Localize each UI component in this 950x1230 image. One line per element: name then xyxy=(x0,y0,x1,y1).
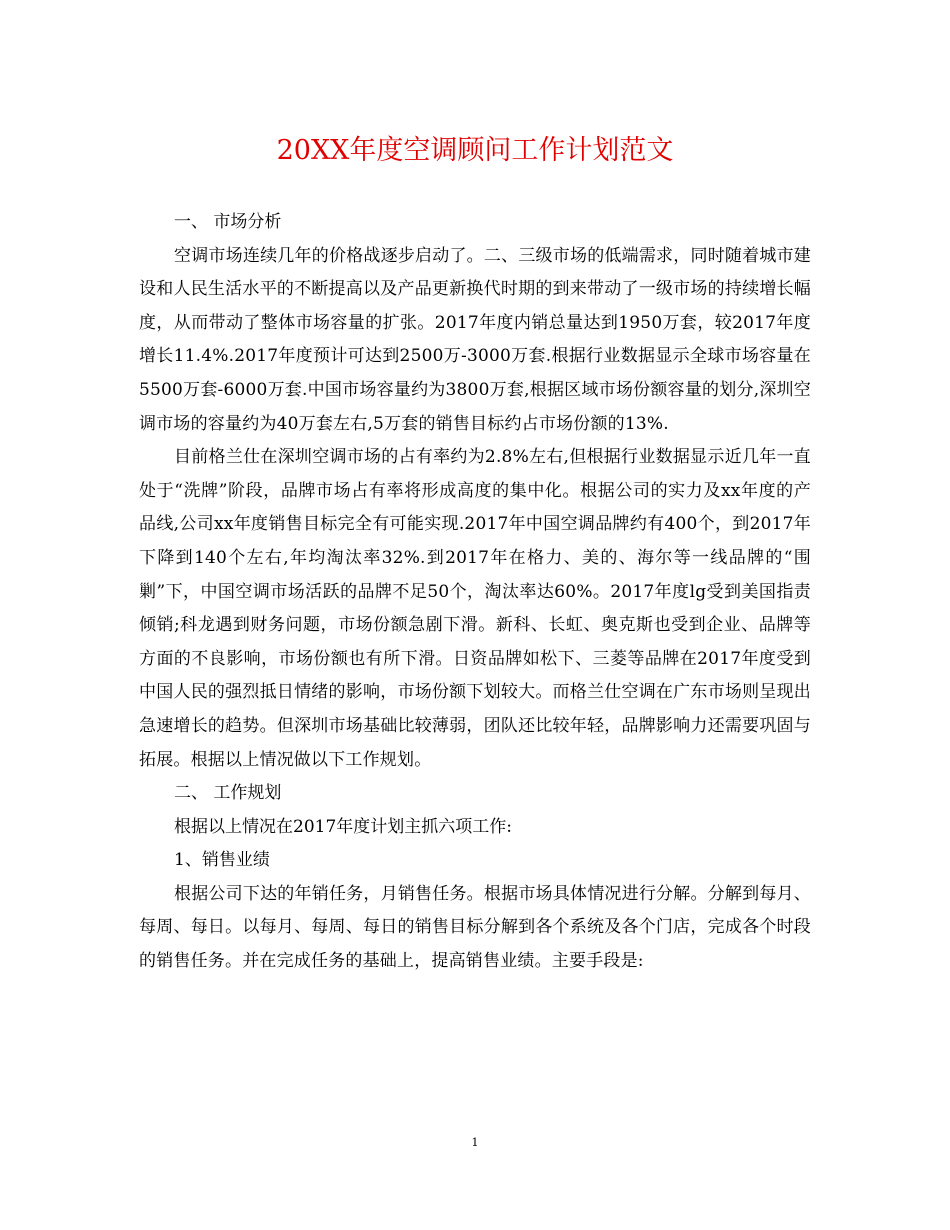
paragraph-brand-situation: 目前格兰仕在深圳空调市场的占有率约为2.8%左右,但根据行业数据显示近几年一直处于“洗牌”阶段，品牌市场占有率将形成高度的集中化。根据公司的实力及xx年度的产品线,公司xx年度销售目标完全有可能实现.2017年中国空调品牌约有400个，到2017年下降到140个左右,年均淘汰率32%.到2017年在格力、美的、海尔等一线品牌的“围剿”下，中国空调市场活跃的品牌不足50个，淘汰率达60%。2017年度lg受到美国指责倾销;科龙遇到财务问题，市场份额急剧下滑。新科、长虹、奥克斯也受到企业、品牌等方面的不良影响，市场份额也有所下滑。日资品牌如松下、三菱等品牌在2017年度受到中国人民的强烈抵日情绪的影响，市场份额下划较大。而格兰仕空调在广东市场则呈现出急速增长的趋势。但深圳市场基础比较薄弱，团队还比较年轻，品牌影响力还需要巩固与拓展。根据以上情况做以下工作规划。 xyxy=(139,447,811,770)
document-body xyxy=(139,206,811,979)
section-heading-work-plan: 二、 工作规划 xyxy=(174,783,282,804)
document-title: 20XX年度空调顾问工作计划范文 xyxy=(276,135,674,166)
paragraph-plan-intro: 根据以上情况在2017年度计划主抓六项工作: xyxy=(174,816,512,837)
paragraph-market-overview: 空调市场连续几年的价格战逐步启动了。二、三级市场的低端需求，同时随着城市建设和人民生活水平的不断提高以及产品更新换代时期的到来带动了一级市场的持续增长幅度，从而带动了整体市场容量的扩张。2017年度内销总量达到1950万套，较2017年度增长11.4%.2017年度预计可达到2500万-3000万套.根据行业数据显示全球市场容量在5500万套-6000万套.中国市场容量约为3800万套,根据区域市场份额容量的划分,深圳空调市场的容量约为40万套左右,5万套的销售目标约占市场份额的13%. xyxy=(139,245,811,434)
page-number: 1 xyxy=(471,1136,479,1149)
section-heading-market-analysis: 一、 市场分析 xyxy=(174,212,282,232)
paragraph-sales-targets: 根据公司下达的年销任务，月销售任务。根据市场具体情况进行分解。分解到每月、每周、每日。以每月、每周、每日的销售目标分解到各个系统及各个门店，完成各个时段的销售任务。并在完成任务的基础上，提高销售业绩。主要手段是: xyxy=(139,883,811,972)
subsection-heading-sales-performance: 1、销售业绩 xyxy=(174,850,270,871)
